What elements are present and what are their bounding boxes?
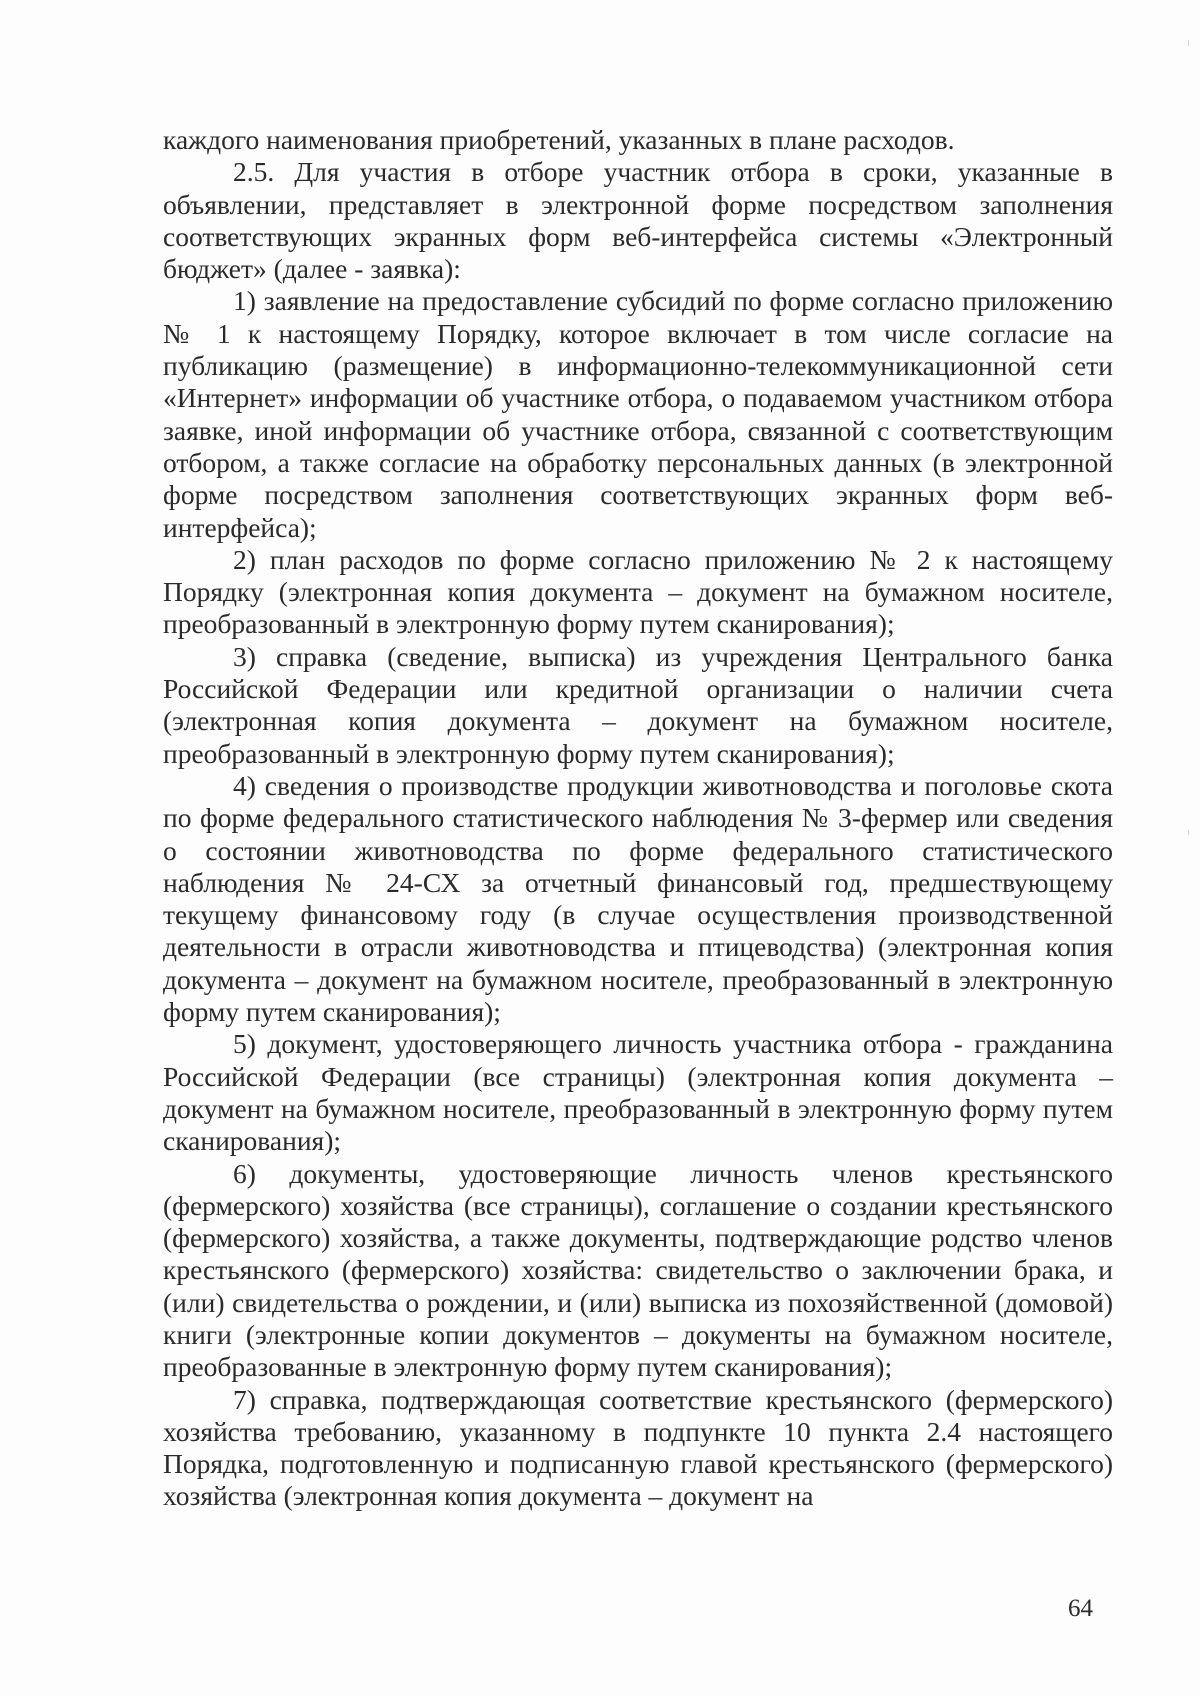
document-body	[163, 124, 1113, 1513]
list-item-5: 5) документ, удостоверяющего личность участника отбора - гражданина Российской Федерации (все страницы) (электронная копия документа – документ на бумажном носителе, преобразованный в электронную форму путем сканирования);	[163, 1028, 1113, 1157]
scan-edge-mark	[1188, 830, 1189, 835]
paragraph-continuation: каждого наименования приобретений, указанных в плане расходов.	[163, 124, 955, 155]
page-number: 64	[1068, 1595, 1093, 1622]
list-item-7: 7) справка, подтверждающая соответствие крестьянского (фермерского) хозяйства требованию, указанному в подпункте 10 пункта 2.4 настоящего Порядка, подготовленную и подписанную главой крестьянского (фермерского) хозяйства (электронная копия документа – документ на	[163, 1383, 1113, 1512]
list-item-1: 1) заявление на предоставление субсидий по форме согласно приложению № 1 к настоящему Порядку, которое включает в том числе согласие на публикацию (размещение) в информационно-телекоммуникационной сети «Интернет» информации об участнике отбора, о подаваемом участником отбора заявке, иной информации об участнике отбора, связанной с соответствующим отбором, а также согласие на обработку персональных данных (в электронной форме посредством заполнения соответствующих экранных форм веб-интерфейса);	[163, 285, 1113, 543]
list-item-4: 4) сведения о производстве продукции животноводства и поголовье скота по форме федерального статистического наблюдения № 3-фермер или сведения о состоянии животноводства по форме федерального статистического наблюдения № 24-СХ за отчетный финансовый год, предшествующему текущему финансовому году (в случае осуществления производственной деятельности в отрасли животноводства и птицеводства) (электронная копия документа – документ на бумажном носителе, преобразованный в электронную форму путем сканирования);	[163, 769, 1113, 1028]
list-item-3: 3) справка (сведение, выписка) из учреждения Центрального банка Российской Федерации или кредитной организации о наличии счета (электронная копия документа – документ на бумажном носителе, преобразованный в электронную форму путем сканирования);	[163, 640, 1113, 769]
list-item-2: 2) план расходов по форме согласно приложению № 2 к настоящему Порядку (электронная копия документа – документ на бумажном носителе, преобразованный в электронную форму путем сканирования);	[163, 543, 1113, 640]
scan-edge-mark	[1188, 40, 1189, 46]
list-item-6: 6) документы, удостоверяющие личность членов крестьянского (фермерского) хозяйства (все страницы), соглашение о создании крестьянского (фермерского) хозяйства, а также документы, подтверждающие родство членов крестьянского (фермерского) хозяйства: свидетельство о заключении брака, и (или) свидетельства о рождении, и (или) выписка из похозяйственной (домовой) книги (электронные копии документов – документы на бумажном носителе, преобразованные в электронную форму путем сканирования);	[163, 1157, 1113, 1383]
paragraph-2-5: 2.5. Для участия в отборе участник отбора в сроки, указанные в объявлении, представляет в электронной форме посредством заполнения соответствующих экранных форм веб-интерфейса системы «Электронный бюджет» (далее - заявка):	[163, 156, 1113, 285]
